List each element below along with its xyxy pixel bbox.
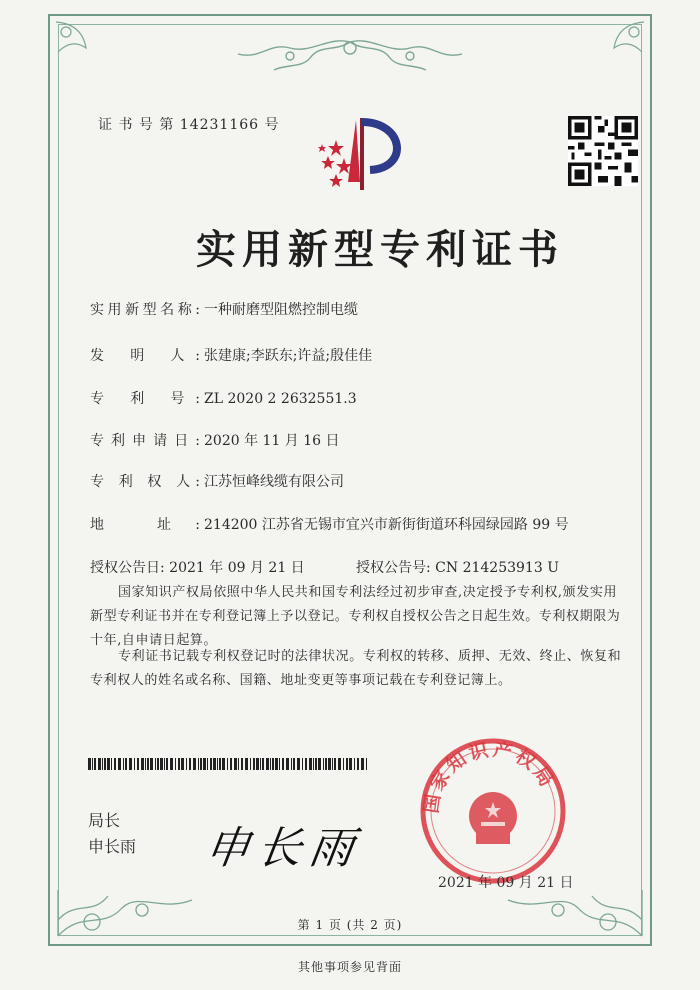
grant-paragraph: 国家知识产权局依照中华人民共和国专利法经过初步审查,决定授予专利权,颁发实用新型专利证书并在专利登记簿上予以登记。专利权自授权公告之日起生效。专利权期限为十年,自申请日起算。 [90, 585, 621, 648]
handwritten-signature: 申长雨 [201, 823, 365, 874]
field-row [90, 388, 357, 408]
field-value: 214200 江苏省无锡市宜兴市新街街道环科园绿园路 99 号 [204, 517, 569, 533]
corner-ornament-top-right-icon [588, 18, 648, 78]
signatory-title: 局长 [88, 811, 121, 830]
certificate-title: 实用新型专利证书 [196, 226, 564, 273]
official-seal-icon [418, 736, 568, 886]
barcode-icon [88, 758, 370, 770]
field-row [90, 345, 372, 365]
grant-date-label: 授权公告日: [90, 560, 165, 576]
field-label: 实用新型名称: [90, 302, 200, 318]
grant-number-value: CN 214253913 U [435, 560, 559, 576]
grant-date-row [90, 557, 305, 577]
field-row [90, 430, 340, 450]
field-row [90, 299, 358, 319]
signatory-block [88, 808, 136, 860]
legal-status-paragraph: 专利证书记载专利权登记时的法律状况。专利权的转移、质押、无效、终止、恢复和专利权人的姓名或名称、国籍、地址变更等事项记载在专利登记簿上。 [90, 649, 622, 688]
field-value: 一种耐磨型阻燃控制电缆 [204, 302, 358, 318]
certificate-number: 证 书 号 第 14231166 号 [98, 117, 280, 133]
grant-number-row [356, 557, 559, 577]
cnipa-logo-icon [314, 112, 414, 194]
grant-date-value: 2021 年 09 月 21 日 [169, 560, 305, 576]
seal-text: 国家知识产权局 [420, 738, 560, 815]
page-indicator: 第 1 页 (共 2 页) [297, 918, 403, 932]
field-row [90, 471, 344, 491]
grant-number-label: 授权公告号: [356, 560, 431, 576]
field-label: 专利申请日: [90, 433, 200, 449]
field-label: 专 利 权 人: [90, 474, 200, 490]
field-value: 2020 年 11 月 16 日 [204, 433, 340, 449]
footer-note: 其他事项参见背面 [297, 960, 402, 974]
field-value: ZL 2020 2 2632551.3 [204, 391, 357, 407]
field-label: 专 利 号: [90, 391, 200, 407]
seal-date: 2021 年 09 月 21 日 [438, 875, 574, 891]
field-label: 发 明 人: [90, 348, 200, 364]
field-value: 张建康;李跃东;许益;殷佳佳 [204, 348, 373, 364]
corner-ornament-top-left-icon [52, 18, 112, 78]
signatory-name: 申长雨 [88, 837, 137, 856]
field-label: 地 址: [90, 517, 200, 533]
top-ornament-icon [230, 34, 470, 80]
qr-code-icon [568, 115, 638, 187]
field-row [90, 514, 569, 534]
field-value: 江苏恒峰线缆有限公司 [204, 474, 344, 490]
